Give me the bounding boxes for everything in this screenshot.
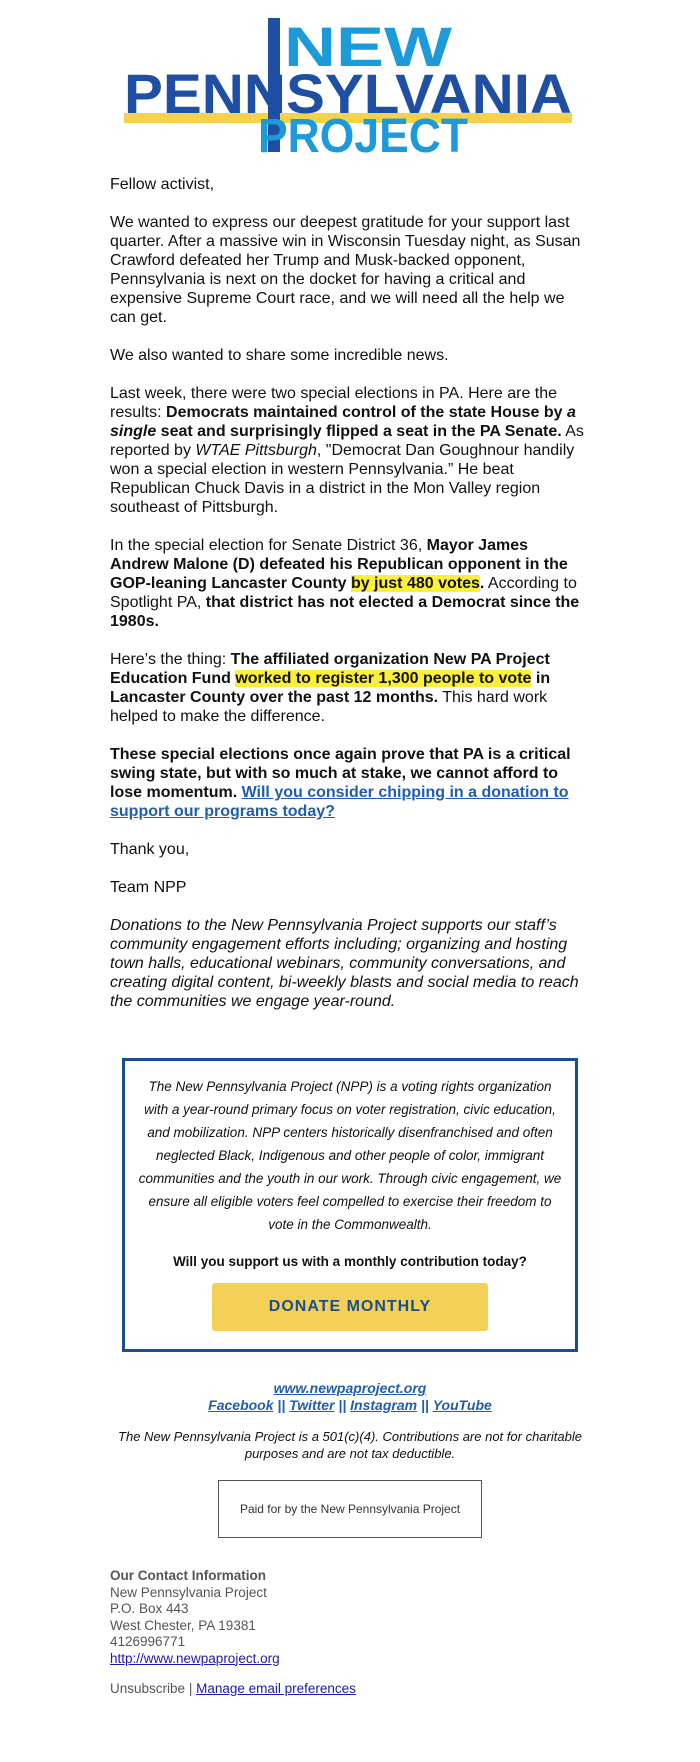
- p3-text: Last week, there were two special elections in PA. Here are the results:: [110, 385, 558, 421]
- p5-highlight: worked to register 1,300 people to vote: [235, 670, 532, 687]
- about-box: [122, 1058, 578, 1352]
- paragraph-call-to-action: [110, 745, 590, 821]
- separator: ||: [420, 1397, 429, 1413]
- p3-bold-text-2: seat and surprisingly flipped a seat in the PA Senate.: [156, 423, 562, 440]
- p4-highlight: by just 480 votes: [350, 575, 480, 592]
- p4-text: In the special election for Senate District 36,: [110, 537, 427, 554]
- contact-org: New Pennsylvania Project: [110, 1584, 267, 1600]
- paragraph-the-thing: [110, 650, 590, 726]
- separator: ||: [338, 1397, 347, 1413]
- website-link[interactable]: www.newpaproject.org: [273, 1380, 427, 1396]
- twitter-link[interactable]: Twitter: [289, 1397, 335, 1413]
- unsubscribe-row: [110, 1681, 590, 1698]
- p5-bold-text: The affiliated organization New PA Project Education Fund: [110, 651, 550, 687]
- npp-logo: [0, 0, 700, 175]
- thank-you: Thank you,: [110, 841, 190, 858]
- p3-bold: [110, 404, 576, 440]
- footer-links: [0, 1380, 700, 1414]
- about-text: The New Pennsylvania Project (NPP) is a voting rights organization with a year-round primary focus on voter registration, civic education, and mobilization. NPP centers historically disenfranchised and often neglected Black, Indigenous and other people of color, immigrant communities and the youth in our work. Through civic engagement, we ensure all eligible voters feel compelled to exercise their freedom to vote in the Commonwealth.: [138, 1079, 562, 1232]
- p3-source: WTAE Pittsburgh: [195, 442, 317, 459]
- separator: ||: [277, 1397, 286, 1413]
- p5-bold-text-2: in Lancaster County over the past 12 months.: [110, 670, 551, 706]
- youtube-link[interactable]: YouTube: [432, 1397, 492, 1413]
- p5-text-2: This hard work helped to make the difference.: [110, 689, 548, 725]
- p5-text: Here’s the thing:: [110, 651, 231, 668]
- p4-bold-text: Mayor James Andrew Malone (D) defeated his Republican opponent in the GOP-leaning Lancaster County: [110, 537, 568, 592]
- unsubscribe-link[interactable]: Unsubscribe: [110, 1681, 186, 1696]
- contact-phone: 4126996771: [110, 1634, 186, 1649]
- p4-bold-2: that district has not elected a Democrat since the 1980s.: [110, 594, 580, 630]
- p6-bold: These special elections once again prove that PA is a critical swing state, but with so much at stake, we cannot afford to lose momentum.: [110, 746, 571, 801]
- signoff: Team NPP: [110, 879, 187, 896]
- paragraph-district-36: [110, 536, 590, 631]
- p3-bold-italic: a single: [110, 404, 576, 440]
- greeting: Fellow activist,: [110, 176, 215, 193]
- logo-line3: PROJECT: [258, 110, 468, 163]
- logo-line1: NEW: [284, 15, 453, 78]
- p3-text-2: As reported by: [110, 423, 584, 459]
- contact-url[interactable]: http://www.newpaproject.org: [110, 1650, 280, 1666]
- email-body: [0, 175, 700, 1011]
- paragraph-news: We also wanted to share some incredible news.: [110, 347, 449, 364]
- unsubscribe-divider: |: [188, 1681, 193, 1696]
- donate-monthly-button[interactable]: DONATE MONTHLY: [212, 1283, 488, 1331]
- p3-quote: , "Democrat Dan Goughnour handily won a special election in western Pennsylvania.” He beat Republican Chuck Davis in a district in the Mon Valley region southeast of Pittsburgh.: [110, 442, 575, 516]
- paragraph-special-elections: [110, 384, 590, 517]
- paid-for-box: Paid for by the New Pennsylvania Project: [218, 1480, 482, 1538]
- contact-po: P.O. Box 443: [110, 1601, 189, 1616]
- contact-title: Our Contact Information: [110, 1568, 266, 1583]
- manage-preferences-link[interactable]: Manage email preferences: [196, 1681, 356, 1696]
- instagram-link[interactable]: Instagram: [350, 1397, 418, 1413]
- p4-text-2: According to Spotlight PA,: [110, 575, 577, 611]
- contact-info: [0, 1568, 700, 1698]
- logo-line2: PENNSYLVANIA: [124, 62, 572, 125]
- p3-bold-text: Democrats maintained control of the state House by: [166, 404, 567, 421]
- donation-link[interactable]: Will you consider chipping in a donation to support our programs today?: [110, 784, 569, 820]
- p4-period: .: [479, 575, 485, 592]
- npp-logo-graphic: [0, 0, 700, 175]
- monthly-ask: Will you support us with a monthly contribution today?: [173, 1254, 527, 1269]
- legal-disclaimer: The New Pennsylvania Project is a 501(c)(4). Contributions are not for charitable purposes and are not tax deductible.: [118, 1429, 582, 1461]
- contact-city: West Chester, PA 19381: [110, 1617, 256, 1633]
- donation-note: Donations to the New Pennsylvania Project supports our staff’s community engagement efforts including; organizing and hosting town halls, educational webinars, community conversations, and creating digital content, bi-weekly blasts and social media to reach the communities we engage year-round.: [110, 917, 579, 1010]
- facebook-link[interactable]: Facebook: [208, 1397, 274, 1413]
- paragraph-gratitude: We wanted to express our deepest gratitude for your support last quarter. After a massive win in Wisconsin Tuesday night, as Susan Crawford defeated her Trump and Musk-backed opponent, Pennsylvania is next on the docket for having a critical and expensive Supreme Court race, and we will need all the help we can get.: [110, 214, 581, 326]
